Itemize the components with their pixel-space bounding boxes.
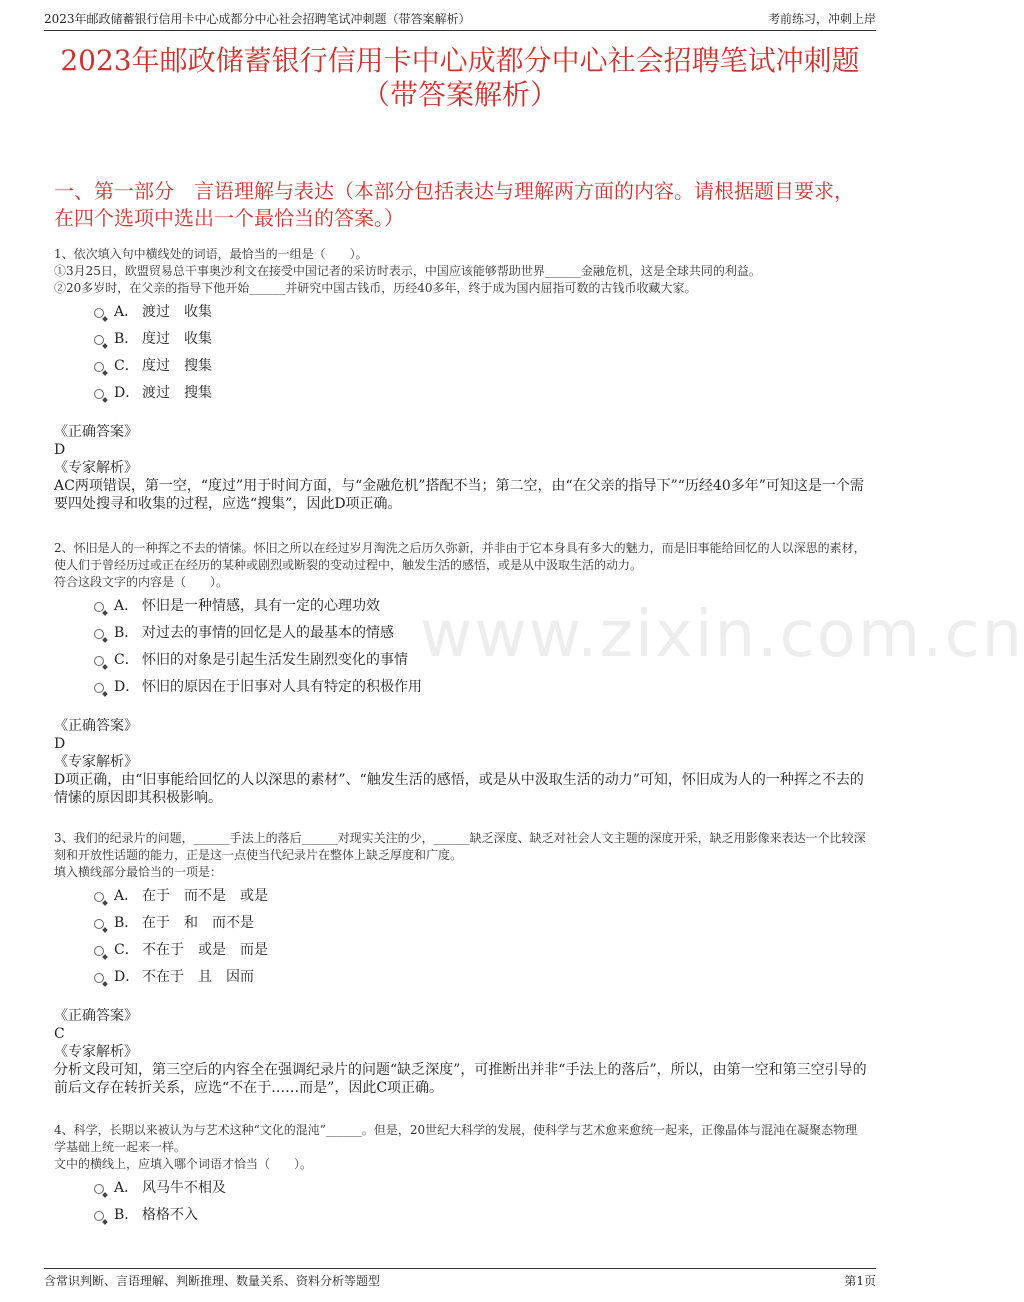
option-letter: A． bbox=[114, 1180, 139, 1196]
page-footer bbox=[44, 1268, 876, 1289]
option-letter: B． bbox=[114, 625, 139, 641]
option-c[interactable] bbox=[54, 353, 868, 380]
option-b[interactable] bbox=[54, 1202, 868, 1229]
question-1 bbox=[54, 246, 868, 513]
option-text: 不在于 且 因而 bbox=[142, 969, 254, 985]
answer-value: C bbox=[54, 1026, 65, 1042]
question-text: 符合这段文字的内容是（ ）。 bbox=[54, 575, 229, 589]
question-3 bbox=[54, 830, 868, 1097]
question-text: 填入横线部分最恰当的一项是： bbox=[54, 865, 223, 879]
radio-icon[interactable] bbox=[94, 602, 104, 612]
option-letter: A． bbox=[114, 304, 139, 320]
question-stem: 1、依次填入句中横线处的词语，最恰当的一组是（ ）。 bbox=[54, 247, 368, 261]
option-d[interactable] bbox=[54, 380, 868, 407]
option-text: 不在于 或是 而是 bbox=[142, 942, 268, 958]
footer-note: 含常识判断、言语理解、判断推理、数量关系、资料分析等题型 bbox=[44, 1274, 381, 1288]
option-text: 在于 而不是 或是 bbox=[142, 888, 268, 904]
answer-label: 《正确答案》 bbox=[54, 718, 138, 734]
answer-block bbox=[54, 423, 868, 513]
option-letter: B． bbox=[114, 331, 139, 347]
options-list bbox=[54, 299, 868, 407]
radio-icon[interactable] bbox=[94, 335, 104, 345]
radio-icon[interactable] bbox=[94, 892, 104, 902]
option-letter: D． bbox=[114, 679, 140, 695]
answer-block bbox=[54, 717, 868, 807]
option-letter: C． bbox=[114, 652, 139, 668]
option-letter: B． bbox=[114, 1207, 139, 1223]
radio-icon[interactable] bbox=[94, 683, 104, 693]
option-letter: C． bbox=[114, 358, 139, 374]
option-letter: D． bbox=[114, 969, 140, 985]
radio-icon[interactable] bbox=[94, 973, 104, 983]
header-doc-title: 2023年邮政储蓄银行信用卡中心成都分中心社会招聘笔试冲刺题（带答案解析） bbox=[44, 12, 471, 26]
header-slogan: 考前练习，冲刺上岸 bbox=[767, 12, 876, 26]
option-text: 渡过 收集 bbox=[142, 304, 212, 320]
option-b[interactable] bbox=[54, 620, 868, 647]
analysis-text: AC两项错误，第一空，“度过”用于时间方面，与“金融危机”搭配不当；第二空，由“在父亲的指导下”“历经40多年”可知这是一个需要四处搜寻和收集的过程，应选“搜集”，因此D项正确。 bbox=[54, 478, 864, 512]
option-letter: B． bbox=[114, 915, 139, 931]
radio-icon[interactable] bbox=[94, 362, 104, 372]
option-a[interactable] bbox=[54, 883, 868, 910]
analysis-text: D项正确，由“旧事能给回忆的人以深思的素材”、“触发生活的感悟，或是从中汲取生活的动力”可知，怀旧成为人的一种挥之不去的情愫的原因即其积极影响。 bbox=[54, 772, 864, 806]
radio-icon[interactable] bbox=[94, 1211, 104, 1221]
radio-icon[interactable] bbox=[94, 919, 104, 929]
analysis-label: 《专家解析》 bbox=[54, 1044, 138, 1060]
option-text: 格格不入 bbox=[142, 1207, 198, 1223]
option-a[interactable] bbox=[54, 299, 868, 326]
options-list bbox=[54, 883, 868, 991]
radio-icon[interactable] bbox=[94, 629, 104, 639]
radio-icon[interactable] bbox=[94, 1184, 104, 1194]
page-number: 第1页 bbox=[844, 1274, 876, 1288]
question-4 bbox=[54, 1122, 868, 1229]
answer-label: 《正确答案》 bbox=[54, 424, 138, 440]
option-d[interactable] bbox=[54, 964, 868, 991]
option-a[interactable] bbox=[54, 1175, 868, 1202]
option-letter: C． bbox=[114, 942, 139, 958]
answer-block bbox=[54, 1007, 868, 1097]
analysis-label: 《专家解析》 bbox=[54, 460, 138, 476]
option-text: 怀旧的原因在于旧事对人具有特定的积极作用 bbox=[142, 679, 422, 695]
option-text: 度过 收集 bbox=[142, 331, 212, 347]
radio-icon[interactable] bbox=[94, 656, 104, 666]
answer-value: D bbox=[54, 442, 66, 458]
option-b[interactable] bbox=[54, 910, 868, 937]
option-text: 风马牛不相及 bbox=[142, 1180, 226, 1196]
option-text: 度过 搜集 bbox=[142, 358, 212, 374]
option-text: 在于 和 而不是 bbox=[142, 915, 254, 931]
watermark: www.zixin.com.cn bbox=[420, 598, 1024, 672]
option-text: 渡过 搜集 bbox=[142, 385, 212, 401]
question-stem: 4、科学，长期以来被认为与艺术这种“文化的混沌”______。但是，20世纪大科学的发展，使科学与艺术愈来愈统一起来，正像晶体与混沌在凝聚态物理学基础上统一起来一样。 bbox=[54, 1123, 858, 1154]
answer-label: 《正确答案》 bbox=[54, 1008, 138, 1024]
section-heading: 一、第一部分 言语理解与表达（本部分包括表达与理解两方面的内容。请根据题目要求，在四个选项中选出一个最恰当的答案。） bbox=[54, 179, 854, 230]
option-text: 怀旧的对象是引起生活发生剧烈变化的事情 bbox=[142, 652, 408, 668]
question-text: ②20多岁时，在父亲的指导下他开始______并研究中国古钱币，历经40多年，终于成为国内屈指可数的古钱币收藏大家。 bbox=[54, 281, 697, 295]
option-c[interactable] bbox=[54, 937, 868, 964]
analysis-label: 《专家解析》 bbox=[54, 754, 138, 770]
question-stem: 3、我们的纪录片的问题，______手法上的落后______对现实关注的少，______缺乏深度、缺乏对社会人文主题的深度开采，缺乏用影像来表达一个比较深刻和开放性话题的能力，正是这一点使当代纪录片在整体上缺乏厚度和广度。 bbox=[54, 831, 866, 862]
option-b[interactable] bbox=[54, 326, 868, 353]
page-header bbox=[44, 8, 876, 31]
question-2 bbox=[54, 540, 868, 807]
option-letter: D． bbox=[114, 385, 140, 401]
analysis-text: 分析文段可知，第三空后的内容全在强调纪录片的问题“缺乏深度”，可推断出并非“手法上的落后”，所以，由第一空和第三空引导的前后文存在转折关系，应选“不在于……而是”，因此C项正确。 bbox=[54, 1062, 867, 1096]
document-title: 2023年邮政储蓄银行信用卡中心成都分中心社会招聘笔试冲刺题（带答案解析） bbox=[60, 44, 860, 111]
question-text: 文中的横线上，应填入哪个词语才恰当（ ）。 bbox=[54, 1157, 313, 1171]
option-a[interactable] bbox=[54, 593, 868, 620]
option-text: 对过去的事情的回忆是人的最基本的情感 bbox=[142, 625, 394, 641]
question-stem: 2、怀旧是人的一种挥之不去的情愫。怀旧之所以在经过岁月淘洗之后历久弥新，并非由于它本身具有多大的魅力，而是旧事能给回忆的人以深思的素材，使人们于曾经历过或正在经历的某种或剧烈或断裂的变动过程中，触发生活的感悟，或是从中汲取生活的动力。 bbox=[54, 541, 866, 572]
radio-icon[interactable] bbox=[94, 389, 104, 399]
option-d[interactable] bbox=[54, 674, 868, 701]
option-letter: A． bbox=[114, 598, 139, 614]
answer-value: D bbox=[54, 736, 66, 752]
option-text: 怀旧是一种情感，具有一定的心理功效 bbox=[142, 598, 380, 614]
question-text: ①3月25日，欧盟贸易总干事奥沙利文在接受中国记者的采访时表示，中国应该能够帮助世界______金融危机，这是全球共同的利益。 bbox=[54, 264, 761, 278]
options-list bbox=[54, 593, 868, 701]
option-c[interactable] bbox=[54, 647, 868, 674]
options-list bbox=[54, 1175, 868, 1229]
radio-icon[interactable] bbox=[94, 946, 104, 956]
radio-icon[interactable] bbox=[94, 308, 104, 318]
option-letter: A． bbox=[114, 888, 139, 904]
